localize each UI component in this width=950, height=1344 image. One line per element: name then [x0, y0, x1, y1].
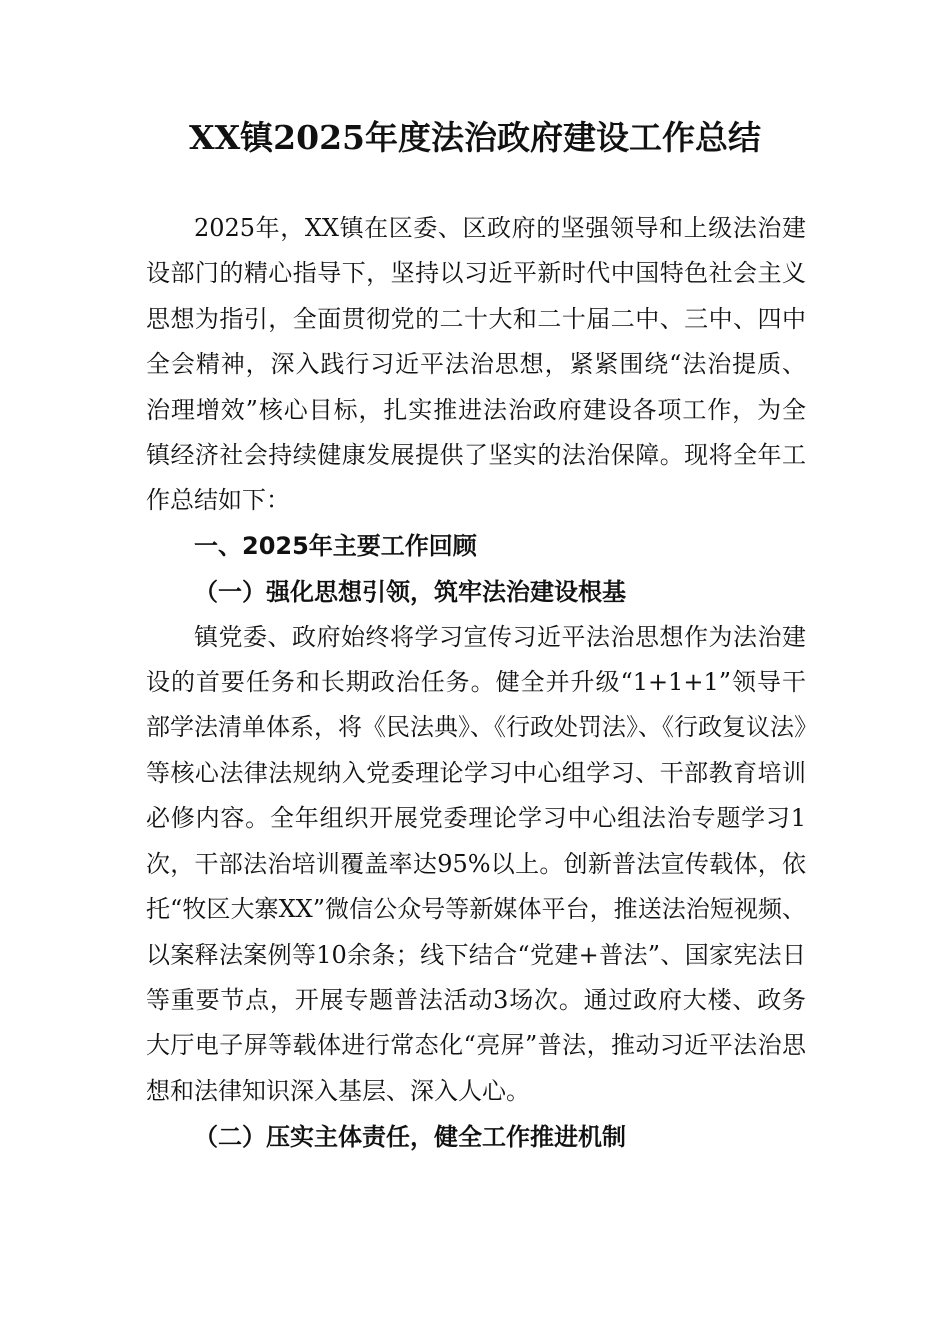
document-body [146, 206, 806, 1160]
subsection-paragraph: 镇党委、政府始终将学习宣传习近平法治思想作为法治建设的首要任务和长期政治任务。健全并升级“1+1+1”领导干部学法清单体系，将《民法典》、《行政处罚法》、《行政复议法》等核心法律法规纳入党委理论学习中心组学习、干部教育培训必修内容。全年组织开展党委理论学习中心组法治专题学习1次，干部法治培训覆盖率达95%以上。创新普法宣传载体，依托“牧区大寨XX”微信公众号等新媒体平台，推送法治短视频、以案释法案例等10余条；线下结合“党建+普法”、国家宪法日等重要节点，开展专题普法活动3场次。通过政府大楼、政务大厅电子屏等载体进行常态化“亮屏”普法，推动习近平法治思想和法律知识深入基层、深入人心。 [146, 622, 806, 1105]
subsection-heading: （二）压实主体责任，健全工作推进机制 [194, 1122, 626, 1152]
subsection-heading: （一）强化思想引领，筑牢法治建设根基 [194, 577, 626, 607]
intro-paragraph: 2025年，XX镇在区委、区政府的坚强领导和上级法治建设部门的精心指导下，坚持以习近平新时代中国特色社会主义思想为指引，全面贯彻党的二十大和二十届二中、三中、四中全会精神，深入践行习近平法治思想，紧紧围绕“法治提质、治理增效”核心目标，扎实推进法治政府建设各项工作，为全镇经济社会持续健康发展提供了坚实的法治保障。现将全年工作总结如下： [146, 214, 806, 515]
section-heading: 一、2025年主要工作回顾 [194, 531, 477, 560]
document-title: XX镇2025年度法治政府建设工作总结 [188, 118, 762, 157]
